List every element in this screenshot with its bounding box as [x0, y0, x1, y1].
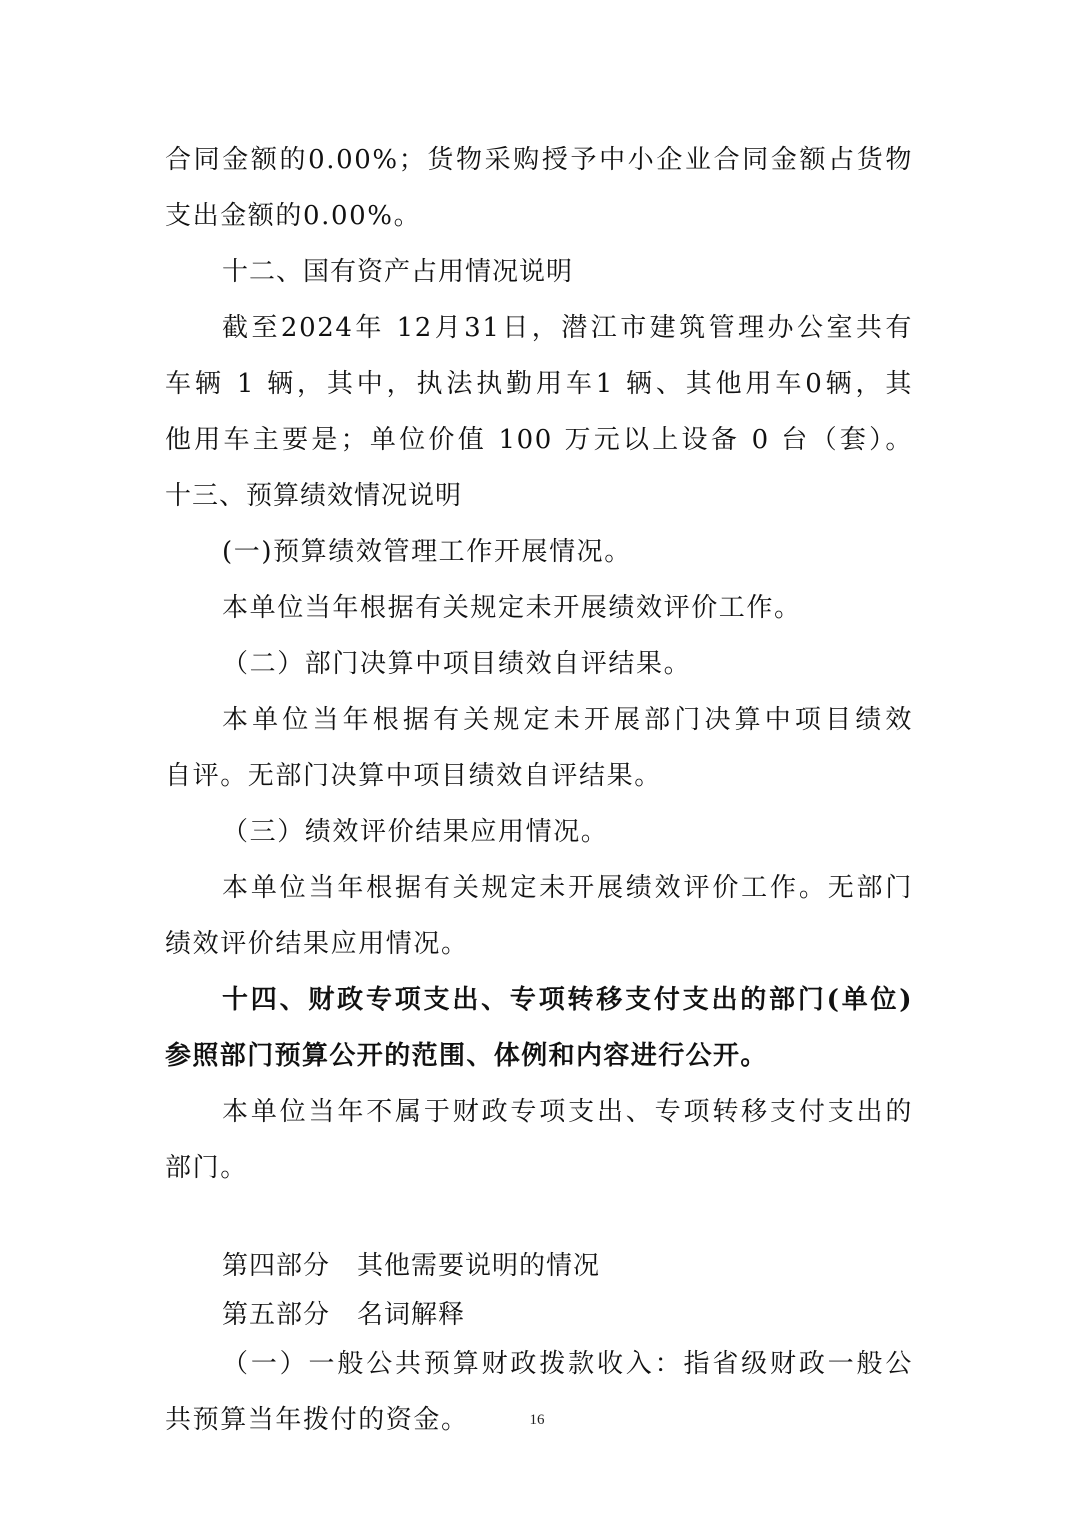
paragraph-line: 截至2024年 12月31日，潜江市建筑管理办公室共有: [222, 313, 913, 343]
paragraph-line: 本单位当年根据有关规定未开展部门决算中项目绩效: [222, 705, 913, 735]
paragraph-line: 本单位当年根据有关规定未开展绩效评价工作。无部门: [222, 873, 913, 903]
subsection-heading: (一)预算绩效管理工作开展情况。: [222, 537, 632, 567]
spacer: [165, 1196, 913, 1238]
document-body: [165, 132, 913, 1448]
paragraph-line: 车辆 1 辆，其中，执法执勤用车1 辆、其他用车0辆，其: [165, 369, 913, 399]
paragraph-line: （一）一般公共预算财政拨款收入：指省级财政一般公: [222, 1349, 913, 1379]
page-number: 16: [529, 1412, 545, 1428]
paragraph-line: 合同金额的0.00%；货物采购授予中小企业合同金额占货物: [165, 145, 913, 175]
paragraph-line: 共预算当年拨付的资金。: [165, 1405, 469, 1435]
paragraph-line: 绩效评价结果应用情况。: [165, 929, 469, 959]
part-five-heading: 第五部分 名词解释: [222, 1300, 466, 1330]
paragraph-line: 本单位当年根据有关规定未开展绩效评价工作。: [222, 593, 802, 623]
part-four-heading: 第四部分 其他需要说明的情况: [222, 1251, 601, 1281]
paragraph-line: 部门。: [165, 1153, 248, 1183]
subsection-heading: （二）部门决算中项目绩效自评结果。: [222, 649, 692, 679]
section-heading-12: 十二、国有资产占用情况说明: [222, 257, 574, 287]
section-heading-13: 十三、预算绩效情况说明: [165, 481, 463, 511]
section-heading-14: 十四、财政专项支出、专项转移支付支出的部门(单位): [222, 985, 913, 1015]
paragraph-line: 支出金额的0.00%。: [165, 201, 422, 231]
paragraph-line: 本单位当年不属于财政专项支出、专项转移支付支出的: [222, 1097, 913, 1127]
section-heading-14-cont: 参照部门预算公开的范围、体例和内容进行公开。: [165, 1041, 768, 1071]
paragraph-line: 自评。无部门决算中项目绩效自评结果。: [165, 761, 662, 791]
subsection-heading: （三）绩效评价结果应用情况。: [222, 817, 609, 847]
paragraph-line: 他用车主要是；单位价值 100 万元以上设备 0 台（套）。: [165, 425, 913, 455]
